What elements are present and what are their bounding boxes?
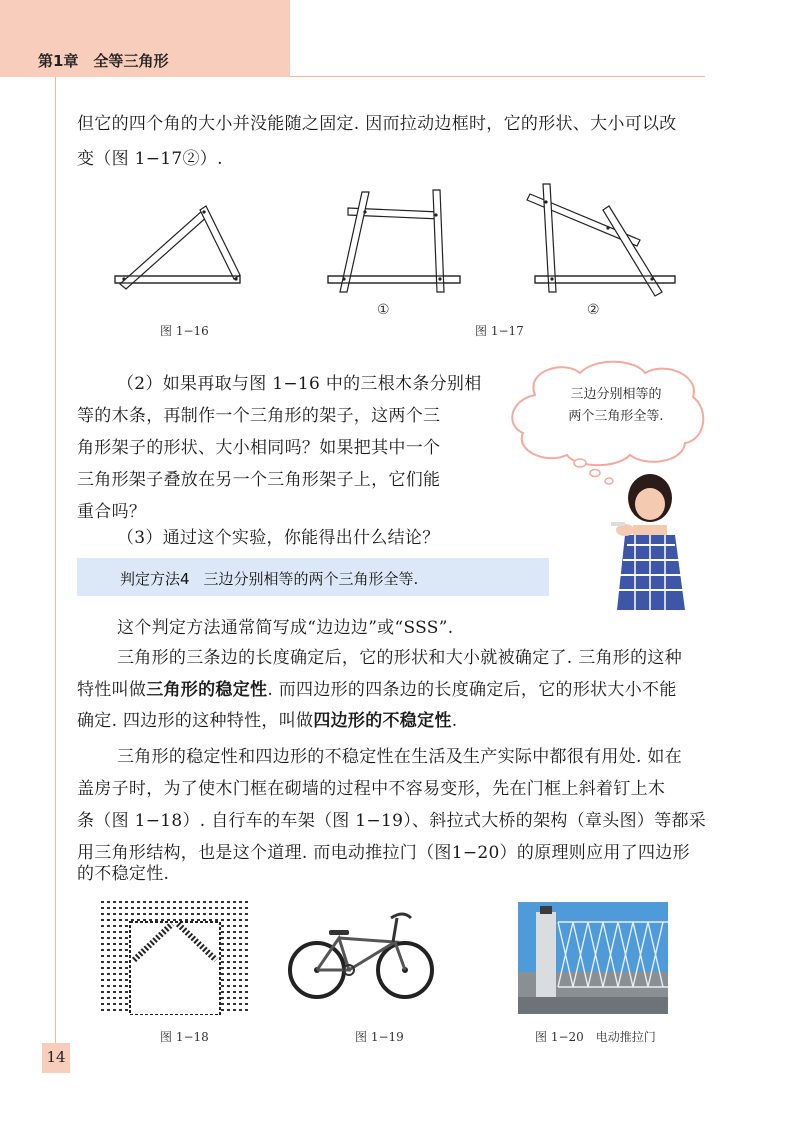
text-span: 特性叫做 [77,680,147,700]
fig-1-19-caption: 图 1−19 [355,1030,404,1044]
term-triangle-stability: 三角形的稳定性 [146,680,268,700]
term-quadrilateral-instability: 四边形的不稳定性 [313,711,452,731]
bubble-line: 三边分别相等的 [570,387,662,402]
fig-1-16-caption: 图 1−16 [160,324,209,338]
figure-1-16-1-17 [100,180,680,300]
margin-rule [55,77,56,1052]
paragraph-line: 三角形的稳定性和四边形的不稳定性在生活及生产实际中都很有用处. 如在 [117,747,683,767]
girl-illustration [605,470,695,615]
paragraph-line: 等的木条，再制作一个三角形的架子，这两个三 [77,406,441,426]
paragraph-line: 变（图 1−17②）. [77,149,223,169]
text-span: 确定. 四边形的这种特性，叫做 [77,711,314,731]
paragraph-line: 用三角形结构，也是这个道理. 而电动推拉门（图1−20）的原理则应用了四边形 [77,843,690,863]
figure-1-19-bicycle [287,900,437,1015]
chapter-title: 第1章 全等三角形 [38,52,169,70]
fig-1-17-caption: 图 1−17 [475,324,524,338]
fig-1-17-sub-2: ② [587,302,600,318]
quadrilateral-frame-1 [328,190,460,292]
paragraph-line: （2）如果再取与图 1−16 中的三根木条分别相 [117,374,482,394]
header-rule [290,76,705,77]
bubble-line: 两个三角形全等. [568,409,664,424]
method-text: 三边分别相等的两个三角形全等. [203,570,419,588]
paragraph-line: 的不稳定性. [77,864,170,884]
paragraph-line: 盖房子时，为了使木门框在砌墙的过程中不容易变形，先在门框上斜着钉上木 [77,779,666,799]
fig-1-17-sub-1: ① [377,302,390,318]
method-label: 判定方法4 [120,570,190,588]
paragraph-line: 重合吗？ [77,502,147,522]
paragraph-line: 三角形的三条边的长度确定后，它的形状和大小就被确定了. 三角形的这种 [117,648,683,668]
method-statement [120,568,418,589]
paragraph-line [77,705,457,738]
paragraph-line: （3）通过这个实验，你能得出什么结论？ [117,528,440,548]
paragraph-line: 这个判定方法通常简写成“边边边”或“SSS”. [117,618,454,638]
fig-1-18-caption: 图 1−18 [160,1030,209,1044]
fig-1-20-caption: 图 1−20 电动推拉门 [535,1030,656,1044]
paragraph-line: 三角形架子叠放在另一个三角形架子上，它们能 [77,470,441,490]
paragraph-line: 角形架子的形状、大小相同吗？如果把其中一个 [77,438,441,458]
page-number: 14 [46,1048,66,1066]
paragraph-line: 但它的四个角的大小并没能随之固定. 因而拉动边框时，它的形状、大小可以改 [77,114,677,134]
figure-1-18-door-frame [100,900,250,1015]
figure-1-20-sliding-gate [518,902,668,1014]
text-span: . [451,711,458,731]
paragraph-line [77,674,677,707]
bubble-text [536,384,696,428]
text-span: . 而四边形的四条边的长度确定后，它的形状大小不能 [267,680,677,700]
paragraph-line: 条（图 1−18）. 自行车的车架（图 1−19）、斜拉式大桥的架构（章头图）等都采 [77,811,707,831]
triangle-frame-fig-1-16 [115,206,240,289]
